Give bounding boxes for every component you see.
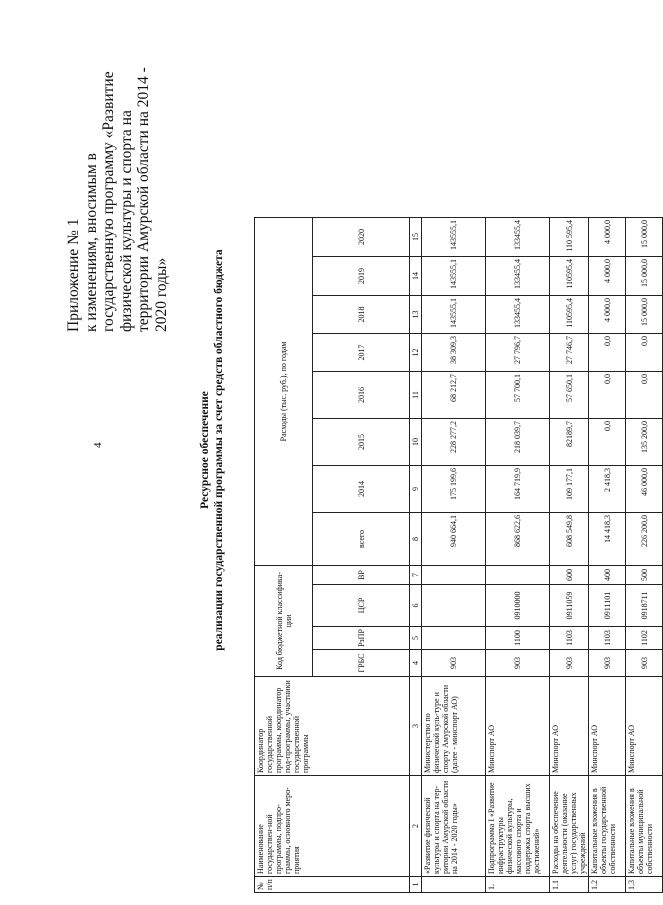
row-2019: 4 000,0 — [589, 257, 626, 296]
row-2017: 27 796,7 — [486, 334, 550, 372]
header-year-2015: 2015 — [313, 419, 410, 466]
row-csr: 0911059 — [550, 585, 589, 627]
column-number: 14 — [410, 257, 422, 296]
row-2015: 135 200,0 — [626, 419, 663, 466]
appendix-line: физической культуры и спорта на — [117, 110, 135, 332]
table-row — [626, 217, 663, 892]
appendix-line: 2020 годы» — [152, 257, 170, 332]
row-num: 1.2 — [589, 877, 626, 893]
row-vr — [486, 566, 550, 585]
header-total: всего — [313, 513, 410, 566]
column-number: 13 — [410, 296, 422, 334]
row-total: 226 200,0 — [626, 513, 663, 566]
row-2020: 143555,1 — [422, 217, 486, 256]
row-total: 14 418,3 — [589, 513, 626, 566]
row-2019: 15 000,0 — [626, 257, 663, 296]
row-csr: 0911101 — [589, 585, 626, 627]
row-rzpr: 1100 — [486, 627, 550, 650]
resource-table-wrapper — [254, 218, 663, 893]
row-rzpr: 1103 — [550, 627, 589, 650]
header-csr: ЦСР — [313, 585, 410, 627]
row-2017: 38 309,3 — [422, 334, 486, 372]
row-2020: 133455,4 — [486, 217, 550, 256]
column-number: 8 — [410, 513, 422, 566]
column-number: 9 — [410, 466, 422, 513]
row-2017: 0,0 — [589, 334, 626, 372]
row-num — [422, 877, 486, 893]
row-2014: 109 177,1 — [550, 466, 589, 513]
header-year-2014: 2014 — [313, 466, 410, 513]
row-name: Подпрограмма I «Развитие инфраструктуры физической культуры, массового спорта и поддержка спорта высших достижений» — [486, 776, 550, 877]
column-number: 7 — [410, 566, 422, 585]
column-number: 4 — [410, 650, 422, 677]
row-total: 608 549,8 — [550, 513, 589, 566]
row-vr: 500 — [626, 566, 663, 585]
row-coordinator: Минспорт АО — [486, 677, 550, 776]
row-csr — [422, 585, 486, 627]
row-rzpr — [422, 627, 486, 650]
row-num: 1. — [486, 877, 550, 893]
row-2014: 164 719,9 — [486, 466, 550, 513]
row-csr: 0910000 — [486, 585, 550, 627]
row-2015: 0,0 — [589, 419, 626, 466]
row-2018: 15 000,0 — [626, 296, 663, 334]
row-total: 940 664,1 — [422, 513, 486, 566]
column-number: 15 — [410, 217, 422, 256]
column-number: 3 — [410, 677, 422, 776]
row-2015: 228 277,2 — [422, 419, 486, 466]
table-row — [550, 217, 589, 892]
appendix-line: к изменениям, вносимым в — [82, 153, 100, 332]
row-2014: 175 199,6 — [422, 466, 486, 513]
row-2018: 4 000,0 — [589, 296, 626, 334]
row-2019: 133455,4 — [486, 257, 550, 296]
appendix-block — [65, 22, 171, 332]
row-vr: 400 — [589, 566, 626, 585]
row-2016: 0,0 — [589, 372, 626, 419]
row-2016: 57 650,1 — [550, 372, 589, 419]
row-rzpr: 1102 — [626, 627, 663, 650]
row-2020: 15 000,0 — [626, 217, 663, 256]
row-2018: 143555,1 — [422, 296, 486, 334]
appendix-line: территории Амурской области на 2014 - — [135, 67, 153, 332]
appendix-line: Приложение № 1 — [65, 218, 82, 332]
row-num: 1.3 — [626, 877, 663, 893]
header-name: Наименование государствен-ной программы, подпро-граммы, основного меро-приятия — [255, 776, 410, 877]
column-number: 11 — [410, 372, 422, 419]
row-name: Капитальные вложения в объекты государственной собственности — [589, 776, 626, 877]
row-2015: 218 039,7 — [486, 419, 550, 466]
column-number: 12 — [410, 334, 422, 372]
title-line-2: реализации государственной программы за счет средств областного бюджета — [213, 249, 225, 651]
row-total: 868 622,6 — [486, 513, 550, 566]
header-rzpr: РзПР — [313, 627, 410, 650]
row-2015: 82189,7 — [550, 419, 589, 466]
header-expenses: Расходы (тыс. руб.), по годам — [255, 217, 313, 565]
row-coordinator: Минспорт АО — [626, 677, 663, 776]
row-name: Капитальные вложения в объекты муниципальной собственности — [626, 776, 663, 877]
header-year-2016: 2016 — [313, 372, 410, 419]
row-num: 1.1 — [550, 877, 589, 893]
row-grbs: 903 — [550, 650, 589, 677]
resource-table — [254, 217, 663, 893]
row-2016: 68 212,7 — [422, 372, 486, 419]
row-rzpr: 1103 — [589, 627, 626, 650]
column-number: 6 — [410, 585, 422, 627]
appendix-line: государственную программу «Развитие — [100, 71, 118, 332]
document-title — [198, 210, 226, 690]
header-year-2018: 2018 — [313, 296, 410, 334]
row-2018: 133455,4 — [486, 296, 550, 334]
row-coordinator: Минспорт АО — [550, 677, 589, 776]
table-row — [486, 217, 550, 892]
row-grbs: 903 — [589, 650, 626, 677]
row-name: «Развитие физической культуры и спорта на тер-ритории Амурской области на 2014 - 2020 годы» — [422, 776, 486, 877]
row-2020: 4 000,0 — [589, 217, 626, 256]
row-2016: 0,0 — [626, 372, 663, 419]
header-budget-code: Код бюджетной классифика-ции — [255, 566, 313, 677]
row-vr: 600 — [550, 566, 589, 585]
row-coordinator: Минспорт АО — [589, 677, 626, 776]
row-2019: 110595,4 — [550, 257, 589, 296]
row-2020: 110 595,4 — [550, 217, 589, 256]
header-year-2019: 2019 — [313, 257, 410, 296]
row-2019: 143555,1 — [422, 257, 486, 296]
column-number: 1 — [410, 877, 422, 893]
row-coordinator: Министерство по физической куль-туре и спорту Амурской области (далее - минспорт АО) — [422, 677, 486, 776]
row-grbs: 903 — [486, 650, 550, 677]
row-csr: 0918711 — [626, 585, 663, 627]
title-line-1: Ресурсное обеспечение — [199, 391, 211, 509]
row-vr — [422, 566, 486, 585]
table-row — [589, 217, 626, 892]
column-number: 2 — [410, 776, 422, 877]
header-year-2020: 2020 — [313, 217, 410, 256]
table-row — [422, 217, 486, 892]
row-grbs: 903 — [422, 650, 486, 677]
row-2014: 2 418,3 — [589, 466, 626, 513]
column-number: 10 — [410, 419, 422, 466]
header-grbs: ГРБС — [313, 650, 410, 677]
header-coordinator: Координатор государственной программы, координатор под-программы, участники государственной программы — [255, 677, 410, 776]
row-name: Расходы на обеспечение деятельности (оказание услуг) государственных учреждений — [550, 776, 589, 877]
row-2014: 46 000,0 — [626, 466, 663, 513]
row-2017: 0,0 — [626, 334, 663, 372]
header-year-2017: 2017 — [313, 334, 410, 372]
row-grbs: 903 — [626, 650, 663, 677]
header-num: № п/п — [255, 877, 410, 893]
row-2018: 110595,4 — [550, 296, 589, 334]
header-vr: ВР — [313, 566, 410, 585]
row-2016: 57 700,1 — [486, 372, 550, 419]
page-number: 4 — [92, 442, 104, 448]
column-number: 5 — [410, 627, 422, 650]
row-2017: 27 746,7 — [550, 334, 589, 372]
